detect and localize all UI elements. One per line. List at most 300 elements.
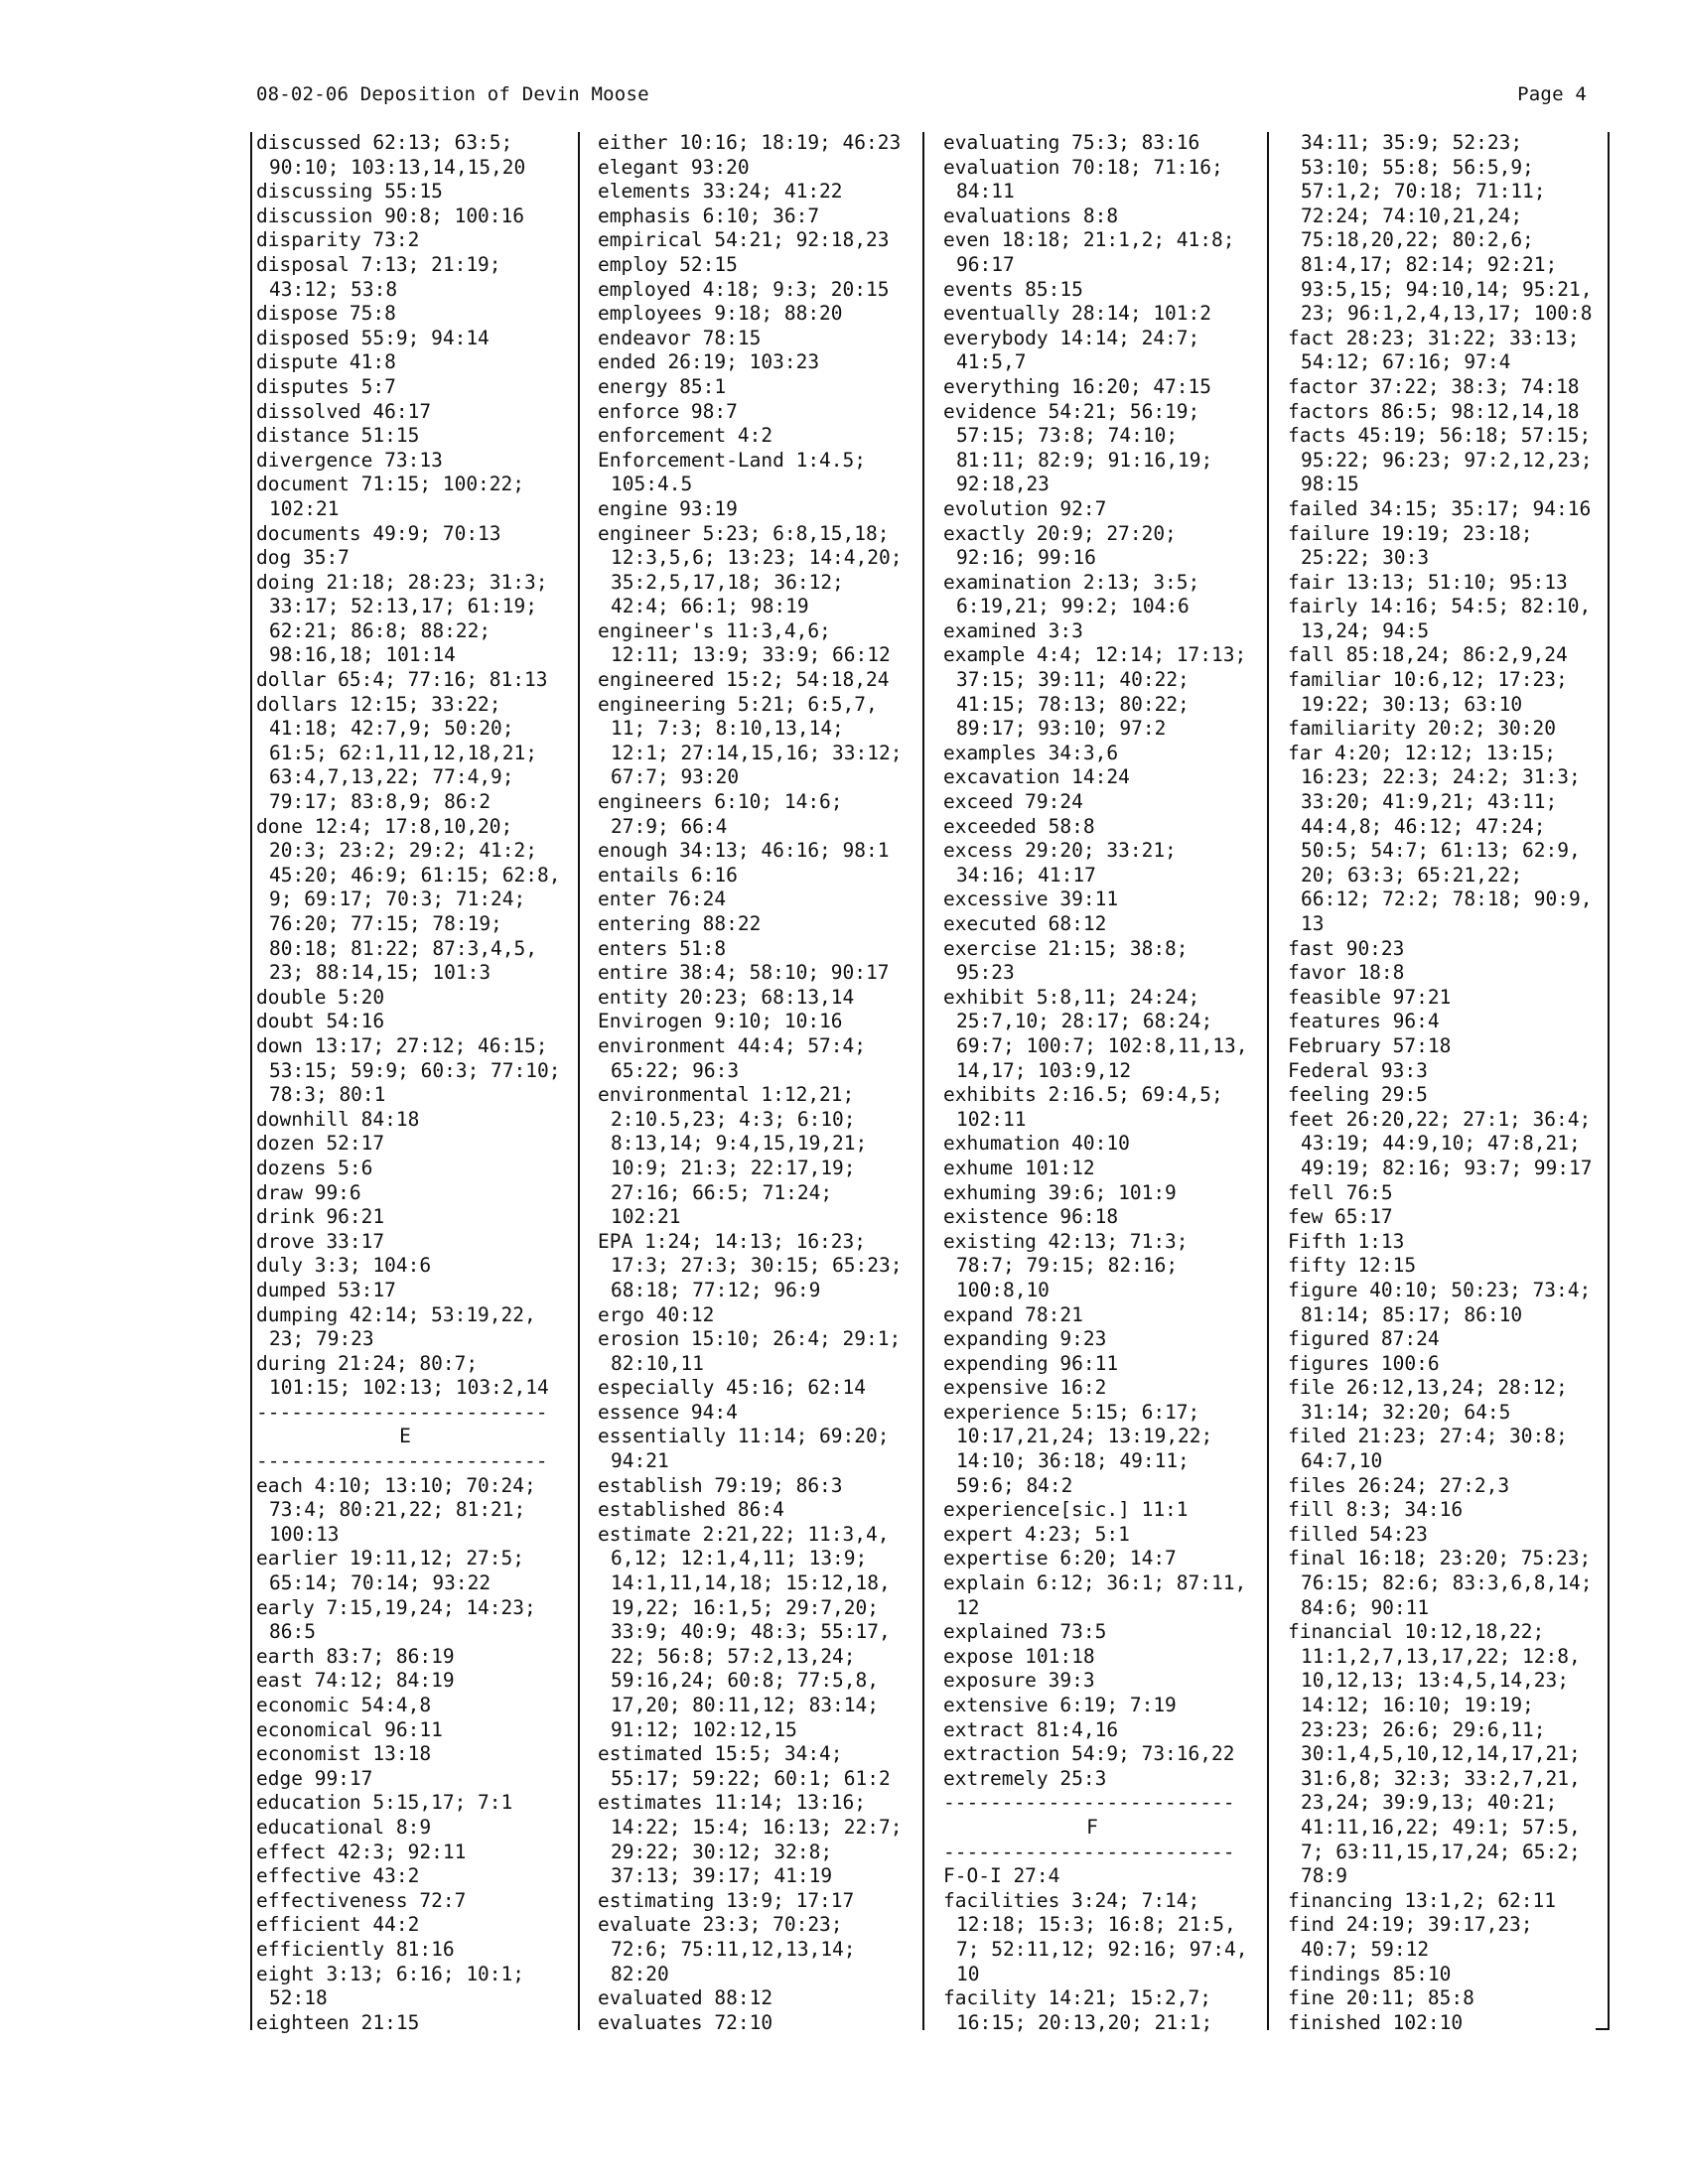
index-entry-continuation: 69:7; 100:7; 102:8,11,13,	[956, 1033, 1248, 1057]
index-entry: evolution 92:7	[943, 496, 1107, 520]
index-entry: enter 76:24	[598, 887, 727, 911]
index-entry: fact 28:23; 31:22; 33:13;	[1288, 326, 1580, 349]
index-entry-continuation: 53:10; 55:8; 56:5,9;	[1301, 155, 1534, 179]
index-entry-continuation: 86:5	[269, 1620, 316, 1644]
index-entry-continuation: 73:4; 80:21,22; 81:21;	[269, 1498, 526, 1522]
index-entry: erosion 15:10; 26:4; 29:1;	[598, 1327, 902, 1351]
index-entry: explained 73:5	[943, 1620, 1107, 1644]
index-entry-continuation: 37:13; 39:17; 41:19	[611, 1864, 833, 1888]
index-entry: energy 85:1	[598, 374, 727, 398]
index-entry: evaluations 8:8	[943, 204, 1119, 227]
index-entry: extraction 54:9; 73:16,22	[943, 1742, 1235, 1766]
index-entry: engineers 6:10; 14:6;	[598, 790, 843, 814]
index-entry: dispute 41:8	[256, 350, 396, 374]
index-entry: failed 34:15; 35:17; 94:16	[1288, 496, 1592, 520]
index-entry: factors 86:5; 98:12,14,18	[1288, 399, 1580, 423]
index-entry: evaluation 70:18; 71:16;	[943, 155, 1223, 179]
index-entry-continuation: 92:18,23	[956, 473, 1050, 496]
index-entry-continuation: 92:16; 99:16	[956, 546, 1096, 570]
index-entry-continuation: 102:21	[611, 1205, 681, 1229]
index-entry: familiarity 20:2; 30:20	[1288, 717, 1557, 741]
index-entry: feasible 97:21	[1288, 985, 1452, 1009]
index-entry-continuation: 65:22; 96:3	[611, 1058, 740, 1082]
index-entry-continuation: 14:12; 16:10; 19:19;	[1301, 1694, 1534, 1716]
index-entry: doubt 54:16	[256, 1010, 385, 1033]
index-entry: figure 40:10; 50:23; 73:4;	[1288, 1278, 1592, 1301]
index-entry-continuation: 72:6; 75:11,12,13,14;	[611, 1937, 856, 1961]
index-entry: efficient 44:2	[256, 1913, 420, 1937]
index-entry: expand 78:21	[943, 1302, 1083, 1326]
index-column-3	[943, 131, 1261, 2035]
index-entry: Fifth 1:13	[1288, 1229, 1405, 1253]
index-entry: eighteen 21:15	[256, 2010, 420, 2034]
index-entry-continuation: 6:19,21; 99:2; 104:6	[956, 595, 1190, 618]
index-entry: dumped 53:17	[256, 1278, 396, 1301]
index-entry: either 10:16; 18:19; 46:23	[598, 131, 902, 154]
index-entry-continuation: 10	[956, 1962, 980, 1985]
index-entry: duly 3:3; 104:6	[256, 1254, 432, 1278]
index-entry: engineer's 11:3,4,6;	[598, 618, 831, 642]
index-entry-continuation: 101:15; 102:13; 103:2,14	[269, 1376, 549, 1400]
index-entry-continuation: 82:10,11	[611, 1351, 704, 1375]
index-entry: estimate 2:21,22; 11:3,4,	[598, 1522, 890, 1546]
index-entry-continuation: 93:5,15; 94:10,14; 95:21,	[1301, 277, 1593, 301]
index-entry: dollar 65:4; 77:16; 81:13	[256, 668, 548, 692]
index-entry: discussion 90:8; 100:16	[256, 204, 525, 227]
index-entry: environmental 1:12,21;	[598, 1083, 855, 1107]
index-entry-continuation: 62:21; 86:8; 88:22;	[269, 618, 491, 642]
index-entry-continuation: 53:15; 59:9; 60:3; 77:10;	[269, 1058, 561, 1082]
index-entry: drove 33:17	[256, 1229, 385, 1253]
index-entry-continuation: 27:16; 66:5; 71:24;	[611, 1180, 833, 1204]
index-entry-continuation: 17:3; 27:3; 30:15; 65:23;	[611, 1254, 903, 1278]
index-entry: fifty 12:15	[1288, 1254, 1417, 1278]
index-entry: double 5:20	[256, 985, 385, 1009]
index-entry-continuation: 82:20	[611, 1962, 669, 1985]
index-entry: exceed 79:24	[943, 790, 1083, 814]
index-entry: exactly 20:9; 27:20;	[943, 521, 1177, 545]
index-entry: existing 42:13; 71:3;	[943, 1229, 1189, 1253]
index-entry-continuation: 33:17; 52:13,17; 61:19;	[269, 595, 538, 618]
index-entry-continuation: 98:15	[1301, 473, 1359, 496]
index-entry-continuation: 14:10; 36:18; 49:11;	[956, 1449, 1190, 1473]
index-entry: features 96:4	[1288, 1010, 1440, 1033]
index-entry: economical 96:11	[256, 1717, 443, 1741]
index-entry: entails 6:16	[598, 863, 738, 887]
index-entry: exceeded 58:8	[943, 814, 1095, 838]
index-entry-continuation: 90:10; 103:13,14,15,20	[269, 155, 526, 179]
index-entry: exhibit 5:8,11; 24:24;	[943, 985, 1200, 1009]
index-entry-continuation: 64:7,10	[1301, 1449, 1383, 1473]
index-entry: documents 49:9; 70:13	[256, 521, 501, 545]
index-entry: document 71:15; 100:22;	[256, 473, 525, 496]
index-entry-continuation: 22; 56:8; 57:2,13,24;	[611, 1644, 856, 1668]
index-entry: elements 33:24; 41:22	[598, 180, 843, 204]
column-rule-1-left	[250, 132, 252, 2030]
index-entry: expertise 6:20; 14:7	[943, 1547, 1177, 1570]
index-entry: favor 18:8	[1288, 961, 1405, 985]
page-number: Page 4	[1517, 83, 1587, 105]
index-entry-continuation: 7; 52:11,12; 92:16; 97:4,	[956, 1937, 1248, 1961]
index-entry: fast 90:23	[1288, 936, 1405, 960]
index-entry-continuation: 94:21	[611, 1449, 669, 1473]
index-entry: excessive 39:11	[943, 887, 1119, 911]
index-entry: events 85:15	[943, 277, 1083, 301]
index-entry-continuation: 19:22; 30:13; 63:10	[1301, 692, 1523, 716]
index-entry: feeling 29:5	[1288, 1083, 1428, 1107]
index-entry-continuation: 16:23; 22:3; 24:2; 31:3;	[1301, 765, 1581, 789]
index-column-2	[598, 131, 915, 2035]
index-entry: employ 52:15	[598, 252, 738, 276]
index-entry-continuation: 57:1,2; 70:18; 71:11;	[1301, 180, 1546, 204]
index-entry: enters 51:8	[598, 936, 727, 960]
column-rule-2-right	[922, 132, 924, 2030]
index-entry: F-O-I 27:4	[943, 1864, 1060, 1888]
index-entry: disputes 5:7	[256, 374, 396, 398]
index-entry: ended 26:19; 103:23	[598, 350, 820, 374]
index-entry: exhuming 39:6; 101:9	[943, 1180, 1177, 1204]
index-entry: expose 101:18	[943, 1644, 1095, 1668]
index-entry: evaluates 72:10	[598, 2010, 773, 2034]
index-entry: fell 76:5	[1288, 1180, 1393, 1204]
index-entry-continuation: 102:11	[956, 1107, 1027, 1131]
index-entry-continuation: 105:4.5	[611, 473, 693, 496]
index-entry-continuation: 12:18; 15:3; 16:8; 21:5,	[956, 1913, 1236, 1937]
index-entry-continuation: 44:4,8; 46:12; 47:24;	[1301, 814, 1546, 838]
index-entry: familiar 10:6,12; 17:23;	[1288, 668, 1568, 692]
index-entry: empirical 54:21; 92:18,23	[598, 228, 890, 252]
index-entry: far 4:20; 12:12; 13:15;	[1288, 741, 1557, 764]
index-entry: fall 85:18,24; 86:2,9,24	[1288, 643, 1568, 667]
index-entry: figures 100:6	[1288, 1351, 1440, 1375]
index-entry: fair 13:13; 51:10; 95:13	[1288, 570, 1568, 594]
index-entry-continuation: 10,12,13; 13:4,5,14,23;	[1301, 1669, 1570, 1693]
index-entry-continuation: 43:19; 44:9,10; 47:8,21;	[1301, 1132, 1581, 1156]
index-entry-continuation: 59:16,24; 60:8; 77:5,8,	[611, 1669, 880, 1693]
index-entry: even 18:18; 21:1,2; 41:8;	[943, 228, 1235, 252]
index-entry-continuation: 13,24; 94:5	[1301, 618, 1430, 642]
index-entry-continuation: 50:5; 54:7; 61:13; 62:9,	[1301, 839, 1581, 863]
index-entry: education 5:15,17; 7:1	[256, 1791, 513, 1815]
index-entry: extract 81:4,16	[943, 1717, 1119, 1741]
index-entry: drink 96:21	[256, 1205, 385, 1229]
index-entry-continuation: 9; 69:17; 70:3; 71:24;	[269, 887, 526, 911]
index-entry-continuation: 40:7; 59:12	[1301, 1937, 1430, 1961]
index-entry-continuation: 54:12; 67:16; 97:4	[1301, 350, 1511, 374]
index-entry: enough 34:13; 46:16; 98:1	[598, 839, 890, 863]
section-letter-heading: E	[399, 1425, 411, 1448]
index-entry: evaluate 23:3; 70:23;	[598, 1913, 843, 1937]
index-entry-continuation: 11:1,2,7,13,17,22; 12:8,	[1301, 1644, 1581, 1668]
index-entry: employees 9:18; 88:20	[598, 302, 843, 326]
index-entry: downhill 84:18	[256, 1107, 420, 1131]
index-entry: exhibits 2:16.5; 69:4,5;	[943, 1083, 1223, 1107]
index-entry: dozens 5:6	[256, 1156, 373, 1179]
index-entry-continuation: 8:13,14; 9:4,15,19,21;	[611, 1132, 868, 1156]
index-entry-continuation: 6,12; 12:1,4,11; 13:9;	[611, 1547, 868, 1570]
index-entry-continuation: 59:6; 84:2	[956, 1473, 1073, 1497]
index-entry-continuation: 81:14; 85:17; 86:10	[1301, 1302, 1523, 1326]
index-entry-continuation: 98:16,18; 101:14	[269, 643, 456, 667]
index-entry: eight 3:13; 6:16; 10:1;	[256, 1962, 525, 1985]
index-entry: financing 13:1,2; 62:11	[1288, 1888, 1557, 1912]
section-letter-heading: F	[1086, 1815, 1098, 1839]
index-entry: experience[sic.] 11:1	[943, 1498, 1189, 1522]
index-entry-continuation: 20:3; 23:2; 29:2; 41:2;	[269, 839, 538, 863]
index-entry: factor 37:22; 38:3; 74:18	[1288, 374, 1580, 398]
index-entry: fill 8:3; 34:16	[1288, 1498, 1464, 1522]
index-entry-continuation: 55:17; 59:22; 60:1; 61:2	[611, 1766, 891, 1790]
index-entry: facilities 3:24; 7:14;	[943, 1888, 1200, 1912]
index-entry: example 4:4; 12:14; 17:13;	[943, 643, 1247, 667]
index-entry-continuation: 17,20; 80:11,12; 83:14;	[611, 1694, 880, 1716]
index-entry: estimating 13:9; 17:17	[598, 1888, 855, 1912]
index-entry-continuation: 27:9; 66:4	[611, 814, 728, 838]
index-entry-continuation: 100:8,10	[956, 1278, 1050, 1301]
column-rule-1-right	[578, 132, 580, 2030]
index-entry-continuation: 23:23; 26:6; 29:6,11;	[1301, 1717, 1546, 1741]
index-entry: few 65:17	[1288, 1205, 1393, 1229]
section-separator: -------------------------	[943, 1840, 1235, 1863]
index-entry-continuation: 25:22; 30:3	[1301, 546, 1430, 570]
index-entry: disparity 73:2	[256, 228, 420, 252]
document-title: 08-02-06 Deposition of Devin Moose	[256, 83, 649, 105]
index-entry-continuation: 96:17	[956, 252, 1015, 276]
index-entry: exhumation 40:10	[943, 1132, 1130, 1156]
index-entry-continuation: 12:3,5,6; 13:23; 14:4,20;	[611, 546, 903, 570]
index-entry-continuation: 37:15; 39:11; 40:22;	[956, 668, 1190, 692]
index-entry: dog 35:7	[256, 546, 350, 570]
section-separator: -------------------------	[943, 1791, 1235, 1815]
index-entry-continuation: 23; 96:1,2,4,13,17; 100:8	[1301, 302, 1593, 326]
index-entry: filled 54:23	[1288, 1522, 1428, 1546]
index-entry: February 57:18	[1288, 1033, 1452, 1057]
index-entry: earlier 19:11,12; 27:5;	[256, 1547, 525, 1570]
index-entry-continuation: 76:15; 82:6; 83:3,6,8,14;	[1301, 1571, 1593, 1595]
index-entry: evidence 54:21; 56:19;	[943, 399, 1200, 423]
index-entry: done 12:4; 17:8,10,20;	[256, 814, 513, 838]
index-entry-continuation: 14:22; 15:4; 16:13; 22:7;	[611, 1815, 903, 1839]
index-entry: efficiently 81:16	[256, 1937, 455, 1961]
index-entry-continuation: 61:5; 62:1,11,12,18,21;	[269, 741, 538, 764]
index-entry: existence 96:18	[943, 1205, 1119, 1229]
index-entry: entering 88:22	[598, 912, 762, 935]
index-entry: extremely 25:3	[943, 1766, 1107, 1790]
index-entry: experience 5:15; 6:17;	[943, 1400, 1200, 1424]
index-entry: evaluated 88:12	[598, 1986, 773, 2010]
index-entry: early 7:15,19,24; 14:23;	[256, 1595, 536, 1619]
index-entry-continuation: 10:9; 21:3; 22:17,19;	[611, 1156, 856, 1179]
index-entry-continuation: 84:6; 90:11	[1301, 1595, 1430, 1619]
index-entry-continuation: 68:18; 77:12; 96:9	[611, 1278, 821, 1301]
index-entry-continuation: 79:17; 83:8,9; 86:2	[269, 790, 491, 814]
index-entry: examination 2:13; 3:5;	[943, 570, 1200, 594]
index-entry: expensive 16:2	[943, 1376, 1107, 1400]
index-entry: environment 44:4; 57:4;	[598, 1033, 867, 1057]
index-entry-continuation: 78:7; 79:15; 82:16;	[956, 1254, 1179, 1278]
index-entry-continuation: 72:24; 74:10,21,24;	[1301, 204, 1523, 227]
index-entry: everything 16:20; 47:15	[943, 374, 1212, 398]
index-entry: economist 13:18	[256, 1742, 432, 1766]
index-entry: filed 21:23; 27:4; 30:8;	[1288, 1425, 1568, 1448]
index-entry: figured 87:24	[1288, 1327, 1440, 1351]
index-entry: disposed 55:9; 94:14	[256, 326, 490, 349]
index-entry: entire 38:4; 58:10; 90:17	[598, 961, 890, 985]
index-entry-continuation: 57:15; 73:8; 74:10;	[956, 424, 1179, 448]
index-entry-continuation: 23,24; 39:9,13; 40:21;	[1301, 1791, 1558, 1815]
index-entry-continuation: 12	[956, 1595, 980, 1619]
index-entry: expending 96:11	[943, 1351, 1119, 1375]
index-entry: excavation 14:24	[943, 765, 1130, 789]
index-entry: final 16:18; 23:20; 75:23;	[1288, 1547, 1592, 1570]
index-entry: expert 4:23; 5:1	[943, 1522, 1130, 1546]
index-entry: Federal 93:3	[1288, 1058, 1428, 1082]
index-entry-continuation: 78:9	[1301, 1864, 1347, 1888]
index-entry-continuation: 20; 63:3; 65:21,22;	[1301, 863, 1523, 887]
index-entry: draw 99:6	[256, 1180, 361, 1204]
index-entry: explain 6:12; 36:1; 87:11,	[943, 1571, 1247, 1595]
index-entry-continuation: 95:22; 96:23; 97:2,12,23;	[1301, 448, 1593, 472]
index-entry: expanding 9:23	[943, 1327, 1107, 1351]
index-entry: dissolved 46:17	[256, 399, 432, 423]
index-entry: essentially 11:14; 69:20;	[598, 1425, 890, 1448]
index-entry-continuation: 16:15; 20:13,20; 21:1;	[956, 2010, 1213, 2034]
index-entry-continuation: 33:9; 40:9; 48:3; 55:17,	[611, 1620, 891, 1644]
index-entry-continuation: 14:1,11,14,18; 15:12,18,	[611, 1571, 891, 1595]
index-entry-continuation: 33:20; 41:9,21; 43:11;	[1301, 790, 1558, 814]
index-entry: elegant 93:20	[598, 155, 750, 179]
index-entry: effective 43:2	[256, 1864, 420, 1888]
index-entry: endeavor 78:15	[598, 326, 762, 349]
index-entry-continuation: 78:3; 80:1	[269, 1083, 386, 1107]
index-entry: educational 8:9	[256, 1815, 432, 1839]
index-entry-continuation: 34:16; 41:17	[956, 863, 1096, 887]
index-entry: enforce 98:7	[598, 399, 738, 423]
index-entry-continuation: 35:2,5,17,18; 36:12;	[611, 570, 844, 594]
index-entry-continuation: 80:18; 81:22; 87:3,4,5,	[269, 936, 538, 960]
index-entry-continuation: 13	[1301, 912, 1325, 935]
index-entry: divergence 73:13	[256, 448, 443, 472]
index-entry-continuation: 41:18; 42:7,9; 50:20;	[269, 717, 514, 741]
index-entry: finished 102:10	[1288, 2010, 1464, 2034]
index-entry: distance 51:15	[256, 424, 420, 448]
index-entry-continuation: 42:4; 66:1; 98:19	[611, 595, 809, 618]
index-entry: findings 85:10	[1288, 1962, 1452, 1985]
index-entry: engineer 5:23; 6:8,15,18;	[598, 521, 890, 545]
index-entry: executed 68:12	[943, 912, 1107, 935]
index-entry: failure 19:19; 23:18;	[1288, 521, 1533, 545]
index-entry: facility 14:21; 15:2,7;	[943, 1986, 1212, 2010]
index-entry-continuation: 41:15; 78:13; 80:22;	[956, 692, 1190, 716]
index-entry-continuation: 65:14; 70:14; 93:22	[269, 1571, 491, 1595]
index-entry-continuation: 81:11; 82:9; 91:16,19;	[956, 448, 1213, 472]
index-entry-continuation: 11; 7:3; 8:10,13,14;	[611, 717, 844, 741]
index-entry: estimates 11:14; 13:16;	[598, 1791, 867, 1815]
index-entry: facts 45:19; 56:18; 57:15;	[1288, 424, 1592, 448]
index-entry: find 24:19; 39:17,23;	[1288, 1913, 1533, 1937]
index-entry: established 86:4	[598, 1498, 784, 1522]
index-entry: ergo 40:12	[598, 1302, 715, 1326]
index-entry: discussed 62:13; 63:5;	[256, 131, 513, 154]
index-entry-continuation: 100:13	[269, 1522, 340, 1546]
section-separator: -------------------------	[256, 1400, 548, 1424]
column-rule-3-right	[1267, 132, 1269, 2030]
index-entry-continuation: 41:11,16,22; 49:1; 57:5,	[1301, 1815, 1581, 1839]
index-entry: estimated 15:5; 34:4;	[598, 1742, 843, 1766]
index-entry-continuation: 91:12; 102:12,15	[611, 1717, 797, 1741]
index-entry: effectiveness 72:7	[256, 1888, 467, 1912]
index-entry-continuation: 14,17; 103:9,12	[956, 1058, 1132, 1082]
index-entry: dispose 75:8	[256, 302, 396, 326]
index-entry-continuation: 7; 63:11,15,17,24; 65:2;	[1301, 1840, 1581, 1863]
index-entry: each 4:10; 13:10; 70:24;	[256, 1473, 536, 1497]
index-entry-continuation: 95:23	[956, 961, 1015, 985]
index-entry-continuation: 84:11	[956, 180, 1015, 204]
index-entry: dollars 12:15; 33:22;	[256, 692, 501, 716]
index-entry-continuation: 10:17,21,24; 13:19,22;	[956, 1425, 1213, 1448]
index-entry: fine 20:11; 85:8	[1288, 1986, 1474, 2010]
index-entry-continuation: 31:6,8; 32:3; 33:2,7,21,	[1301, 1766, 1581, 1790]
index-entry: east 74:12; 84:19	[256, 1669, 455, 1693]
index-entry-continuation: 63:4,7,13,22; 77:4,9;	[269, 765, 514, 789]
index-entry: doing 21:18; 28:23; 31:3;	[256, 570, 548, 594]
index-entry: essence 94:4	[598, 1400, 738, 1424]
index-entry-continuation: 12:1; 27:14,15,16; 33:12;	[611, 741, 903, 764]
index-entry: feet 26:20,22; 27:1; 36:4;	[1288, 1107, 1592, 1131]
index-entry: disposal 7:13; 21:19;	[256, 252, 501, 276]
index-entry: examples 34:3,6	[943, 741, 1119, 764]
column-rule-tick	[1596, 2028, 1608, 2030]
index-entry: files 26:24; 27:2,3	[1288, 1473, 1510, 1497]
index-column-1	[256, 131, 574, 2035]
index-entry: examined 3:3	[943, 618, 1083, 642]
index-entry: engineered 15:2; 54:18,24	[598, 668, 890, 692]
index-entry-continuation: 52:18	[269, 1986, 328, 2010]
index-entry: earth 83:7; 86:19	[256, 1644, 455, 1668]
index-entry: engine 93:19	[598, 496, 738, 520]
column-rule-4-right	[1608, 132, 1610, 2030]
index-entry: EPA 1:24; 14:13; 16:23;	[598, 1229, 867, 1253]
index-entry-continuation: 45:20; 46:9; 61:15; 62:8,	[269, 863, 561, 887]
index-entry: exercise 21:15; 38:8;	[943, 936, 1189, 960]
index-entry: edge 99:17	[256, 1766, 373, 1790]
index-entry-continuation: 25:7,10; 28:17; 68:24;	[956, 1010, 1213, 1033]
index-entry: employed 4:18; 9:3; 20:15	[598, 277, 890, 301]
index-entry-continuation: 2:10.5,23; 4:3; 6:10;	[611, 1107, 856, 1131]
index-entry-continuation: 12:11; 13:9; 33:9; 66:12	[611, 643, 891, 667]
index-entry: exhume 101:12	[943, 1156, 1095, 1179]
index-entry-continuation: 29:22; 30:12; 32:8;	[611, 1840, 833, 1863]
index-entry: discussing 55:15	[256, 180, 443, 204]
index-entry: entity 20:23; 68:13,14	[598, 985, 855, 1009]
index-entry: extensive 6:19; 7:19	[943, 1694, 1177, 1716]
index-entry: economic 54:4,8	[256, 1694, 432, 1716]
index-entry: fairly 14:16; 54:5; 82:10,	[1288, 595, 1592, 618]
index-entry: Enforcement-Land 1:4.5;	[598, 448, 867, 472]
index-entry-continuation: 30:1,4,5,10,12,14,17,21;	[1301, 1742, 1581, 1766]
index-entry-continuation: 43:12; 53:8	[269, 277, 398, 301]
index-entry: effect 42:3; 92:11	[256, 1840, 467, 1863]
index-entry-continuation: 75:18,20,22; 80:2,6;	[1301, 228, 1534, 252]
index-entry: during 21:24; 80:7;	[256, 1351, 479, 1375]
section-separator: -------------------------	[256, 1449, 548, 1473]
page-header	[256, 83, 1587, 109]
index-entry: everybody 14:14; 24:7;	[943, 326, 1200, 349]
index-entry: exposure 39:3	[943, 1669, 1095, 1693]
index-entry: especially 45:16; 62:14	[598, 1376, 867, 1400]
index-entry-continuation: 89:17; 93:10; 97:2	[956, 717, 1167, 741]
index-entry: dumping 42:14; 53:19,22,	[256, 1302, 536, 1326]
